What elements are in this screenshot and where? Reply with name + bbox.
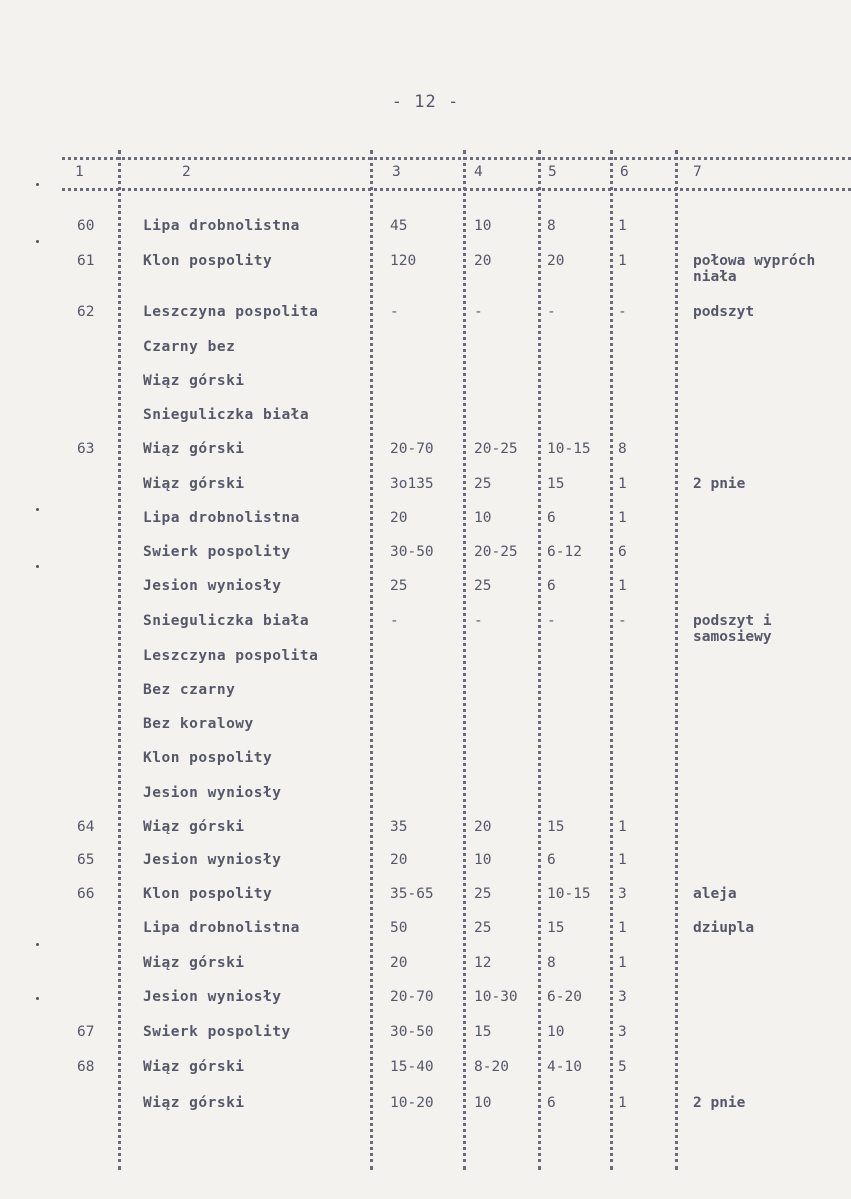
column-rule	[370, 150, 373, 1170]
tree-number: 68	[77, 1059, 95, 1075]
col3-value: 30-50	[390, 544, 434, 560]
column-header: 7	[693, 164, 702, 180]
count-value: 5	[618, 1059, 627, 1075]
col5-value: 6	[547, 578, 556, 594]
col3-value: 30-50	[390, 1024, 434, 1040]
margin-mark	[36, 508, 39, 511]
count-value: 1	[618, 476, 627, 492]
species-name: Leszczyna pospolita	[143, 304, 319, 320]
species-name: Leszczyna pospolita	[143, 648, 319, 664]
col5-value: 20	[547, 253, 565, 269]
species-name: Wiąz górski	[143, 1095, 245, 1111]
col5-value: 4-10	[547, 1059, 582, 1075]
column-rule	[463, 150, 466, 1170]
col4-value: 25	[474, 920, 492, 936]
species-name: Jesion wyniosły	[143, 989, 282, 1005]
col4-value: 10-30	[474, 989, 518, 1005]
count-value: 6	[618, 544, 627, 560]
col5-value: 15	[547, 920, 565, 936]
margin-mark	[36, 997, 39, 1000]
col4-value: 15	[474, 1024, 492, 1040]
species-name: Jesion wyniosły	[143, 578, 282, 594]
col3-value: 20	[390, 510, 408, 526]
col4-value: 10	[474, 1095, 492, 1111]
species-name: Lipa drobnolistna	[143, 920, 300, 936]
species-name: Wiąz górski	[143, 476, 245, 492]
col3-value: 15-40	[390, 1059, 434, 1075]
count-value: 8	[618, 441, 627, 457]
species-name: Snieguliczka biała	[143, 407, 310, 423]
species-name: Bez czarny	[143, 682, 236, 698]
species-name: Wiąz górski	[143, 819, 245, 835]
remarks: aleja	[693, 886, 737, 902]
margin-mark	[36, 240, 39, 243]
col5-value: 6	[547, 1095, 556, 1111]
col5-value: 10	[547, 1024, 565, 1040]
col5-value: 8	[547, 955, 556, 971]
col5-value: 8	[547, 218, 556, 234]
col3-value: 20-70	[390, 989, 434, 1005]
header-bottom-rule	[62, 188, 851, 191]
col4-value: -	[474, 304, 483, 320]
col3-value: 20-70	[390, 441, 434, 457]
count-value: 1	[618, 920, 627, 936]
col3-value: 35	[390, 819, 408, 835]
col3-value: 20	[390, 852, 408, 868]
column-rule	[610, 150, 613, 1170]
count-value: -	[618, 613, 627, 629]
margin-mark	[36, 183, 39, 186]
species-name: Wiąz górski	[143, 441, 245, 457]
tree-number: 67	[77, 1024, 95, 1040]
species-name: Wiąz górski	[143, 955, 245, 971]
column-rule	[675, 150, 678, 1170]
count-value: 1	[618, 218, 627, 234]
remarks: podszyt	[693, 304, 755, 320]
count-value: 3	[618, 886, 627, 902]
species-name: Bez koralowy	[143, 716, 254, 732]
tree-number: 61	[77, 253, 95, 269]
col3-value: 120	[390, 253, 417, 269]
margin-mark	[36, 565, 39, 568]
col4-value: -	[474, 613, 483, 629]
col5-value: 6-20	[547, 989, 582, 1005]
col4-value: 10	[474, 852, 492, 868]
margin-mark	[36, 943, 39, 946]
column-header: 3	[392, 164, 401, 180]
species-name: Klon pospolity	[143, 253, 273, 269]
species-name: Lipa drobnolistna	[143, 510, 300, 526]
col5-value: 6	[547, 510, 556, 526]
count-value: 3	[618, 1024, 627, 1040]
col4-value: 20-25	[474, 544, 518, 560]
col4-value: 20-25	[474, 441, 518, 457]
count-value: 3	[618, 989, 627, 1005]
col5-value: 10-15	[547, 441, 591, 457]
column-header: 2	[182, 164, 191, 180]
species-name: Klon pospolity	[143, 886, 273, 902]
species-name: Jesion wyniosły	[143, 785, 282, 801]
remarks: dziupla	[693, 920, 755, 936]
tree-number: 66	[77, 886, 95, 902]
count-value: 1	[618, 1095, 627, 1111]
col3-value: 50	[390, 920, 408, 936]
count-value: 1	[618, 852, 627, 868]
remarks: 2 pnie	[693, 1095, 746, 1111]
column-header: 6	[620, 164, 629, 180]
count-value: 1	[618, 510, 627, 526]
col4-value: 10	[474, 510, 492, 526]
count-value: -	[618, 304, 627, 320]
col4-value: 20	[474, 819, 492, 835]
col3-value: 10-20	[390, 1095, 434, 1111]
col3-value: -	[390, 613, 399, 629]
col4-value: 12	[474, 955, 492, 971]
col3-value: 25	[390, 578, 408, 594]
tree-number: 62	[77, 304, 95, 320]
count-value: 1	[618, 578, 627, 594]
species-name: Lipa drobnolistna	[143, 218, 300, 234]
species-name: Snieguliczka biała	[143, 613, 310, 629]
tree-number: 63	[77, 441, 95, 457]
col5-value: 10-15	[547, 886, 591, 902]
column-rule	[118, 150, 121, 1170]
page-number: - 12 -	[391, 92, 460, 112]
col5-value: -	[547, 613, 556, 629]
col4-value: 25	[474, 578, 492, 594]
count-value: 1	[618, 253, 627, 269]
col5-value: 15	[547, 819, 565, 835]
col3-value: 45	[390, 218, 408, 234]
remarks: 2 pnie	[693, 476, 746, 492]
tree-number: 64	[77, 819, 95, 835]
species-name: Klon pospolity	[143, 750, 273, 766]
col4-value: 20	[474, 253, 492, 269]
column-rule	[538, 150, 541, 1170]
tree-number: 60	[77, 218, 95, 234]
species-name: Swierk pospolity	[143, 544, 291, 560]
col4-value: 25	[474, 476, 492, 492]
count-value: 1	[618, 955, 627, 971]
column-header: 4	[474, 164, 483, 180]
col4-value: 8-20	[474, 1059, 509, 1075]
count-value: 1	[618, 819, 627, 835]
table-top-rule	[62, 157, 851, 160]
col5-value: 6	[547, 852, 556, 868]
col5-value: 6-12	[547, 544, 582, 560]
col5-value: 15	[547, 476, 565, 492]
col4-value: 10	[474, 218, 492, 234]
col3-value: 35-65	[390, 886, 434, 902]
remarks: połowa wypróch niała	[693, 253, 816, 285]
species-name: Swierk pospolity	[143, 1024, 291, 1040]
col3-value: 20	[390, 955, 408, 971]
tree-number: 65	[77, 852, 95, 868]
remarks: podszyt i samosiewy	[693, 613, 772, 645]
species-name: Jesion wyniosły	[143, 852, 282, 868]
col4-value: 25	[474, 886, 492, 902]
species-name: Wiąz górski	[143, 373, 245, 389]
col3-value: -	[390, 304, 399, 320]
column-header: 1	[75, 164, 84, 180]
species-name: Wiąz górski	[143, 1059, 245, 1075]
col5-value: -	[547, 304, 556, 320]
col3-value: 3o135	[390, 476, 434, 492]
species-name: Czarny bez	[143, 339, 236, 355]
column-header: 5	[548, 164, 557, 180]
